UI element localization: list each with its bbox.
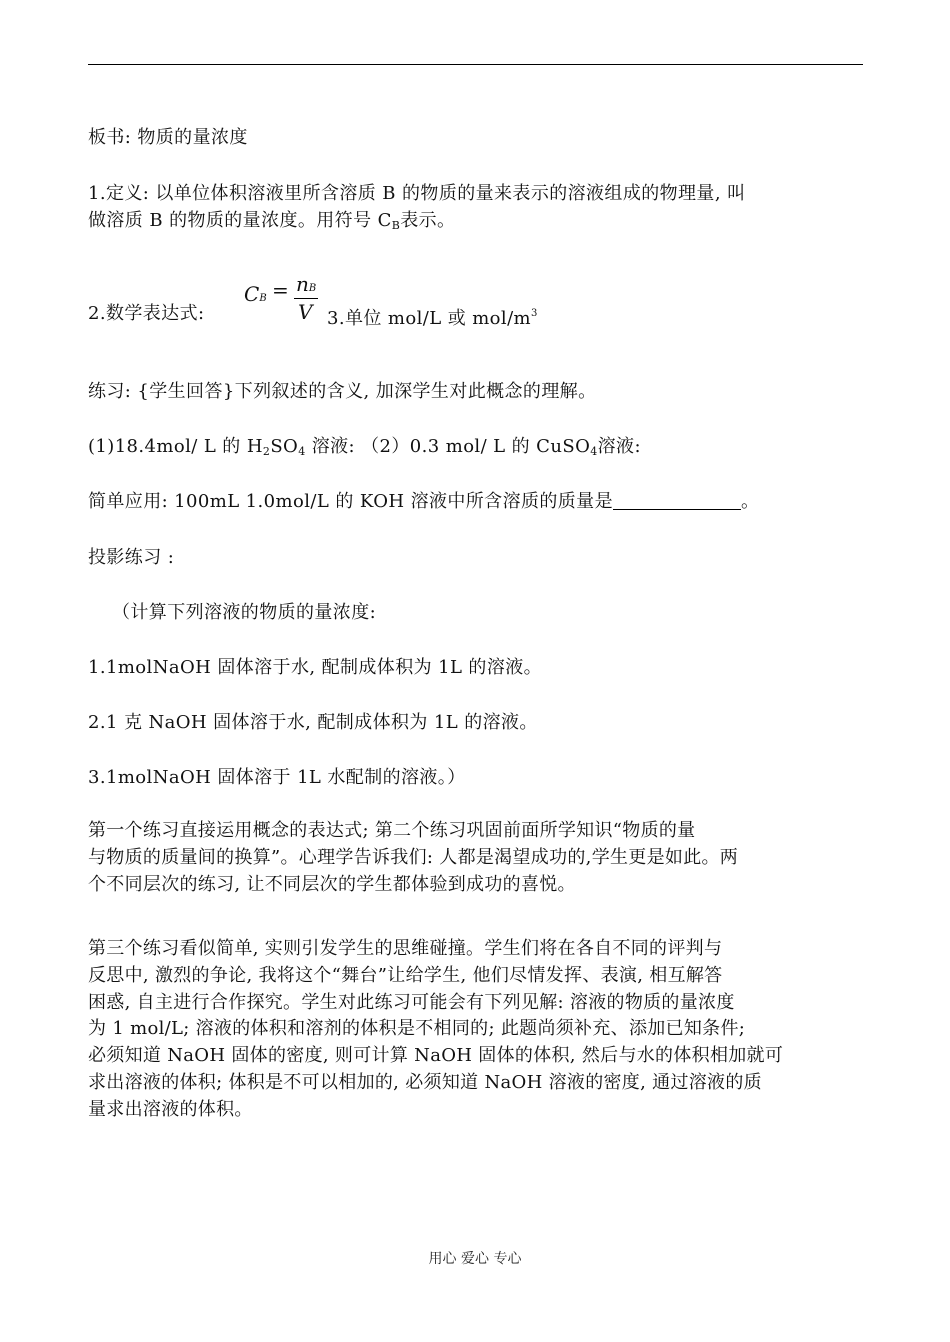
fraction-bar [294, 298, 318, 299]
formula-denominator: V [298, 300, 313, 324]
header-rule [88, 64, 863, 65]
projection-item-1: 1.1molNaOH 固体溶于水, 配制成体积为 1L 的溶液。 [88, 657, 543, 678]
definition-line-2: 做溶质 B 的物质的量浓度。用符号 $C_B$表示。 [88, 210, 456, 232]
concentration-formula [244, 272, 324, 326]
para2-row: 困惑, 自主进行合作探究。学生对此练习可能会有下列见解: 溶液的物质的量浓度 [88, 991, 735, 1013]
exercise-items: (1)18.4mol/ L 的 $H_2SO_4$ 溶液: （2）0.3 mol/ L 的 CuSO$_4$溶液: [88, 436, 641, 458]
answer-blank [613, 495, 741, 510]
formula-label: 2.数学表达式: [88, 303, 205, 324]
para2-row: 必须知道 NaOH 固体的密度, 则可计算 NaOH 固体的体积, 然后与水的体积相加就可 [88, 1045, 784, 1067]
para1-row: 个不同层次的练习, 让不同层次的学生都体验到成功的喜悦。 [88, 873, 576, 895]
para2-row: 第三个练习看似简单, 实则引发学生的思维碰撞。学生们将在各自不同的评判与 [88, 938, 723, 959]
para2-row: 求出溶液的体积; 体积是不可以相加的, 必须知道 NaOH 溶液的密度, 通过溶液的质 [88, 1071, 762, 1093]
exercise-intro: 练习: {学生回答}下列叙述的含义, 加深学生对此概念的理解。 [88, 381, 597, 402]
formula-c: CB [244, 282, 267, 306]
formula-equals: = [272, 278, 289, 302]
unit-line: 3.单位 mol/L 或 mol/$m^3$ [327, 308, 538, 329]
para1-row: 第一个练习直接运用概念的表达式; 第二个练习巩固前面所学知识“物质的量 [88, 820, 696, 841]
page-footer: 用心 爱心 专心 [428, 1251, 522, 1267]
projection-instruction: （计算下列溶液的物质的量浓度: [112, 602, 377, 623]
para2-row: 反思中, 激烈的争论, 我将这个“舞台”让给学生, 他们尽情发挥、表演, 相互解答 [88, 964, 723, 986]
simple-application: 简单应用: 100mL 1.0mol/L 的 KOH 溶液中所含溶质的质量是 。 [88, 491, 760, 512]
para2-row: 为 1 mol/L; 溶液的体积和溶剂的体积是不相同的; 此题尚须补充、添加已知条件; [88, 1018, 746, 1040]
paragraph-1 [88, 818, 868, 898]
paragraph-2 [88, 936, 868, 1124]
projection-item-2: 2.1 克 NaOH 固体溶于水, 配制成体积为 1L 的溶液。 [88, 712, 538, 733]
projection-title: 投影练习 : [88, 547, 175, 568]
board-title: 板书: 物质的量浓度 [88, 127, 248, 148]
formula-numerator: nB [296, 272, 317, 296]
definition-line-1: 1.定义: 以单位体积溶液里所含溶质 B 的物质的量来表示的溶液组成的物理量, 叫 [88, 183, 746, 204]
para1-row: 与物质的质量间的换算”。心理学告诉我们: 人都是渴望成功的,学生更是如此。两 [88, 846, 739, 868]
para2-row: 量求出溶液的体积。 [88, 1098, 253, 1120]
projection-item-3: 3.1molNaOH 固体溶于 1L 水配制的溶液。） [88, 767, 466, 788]
